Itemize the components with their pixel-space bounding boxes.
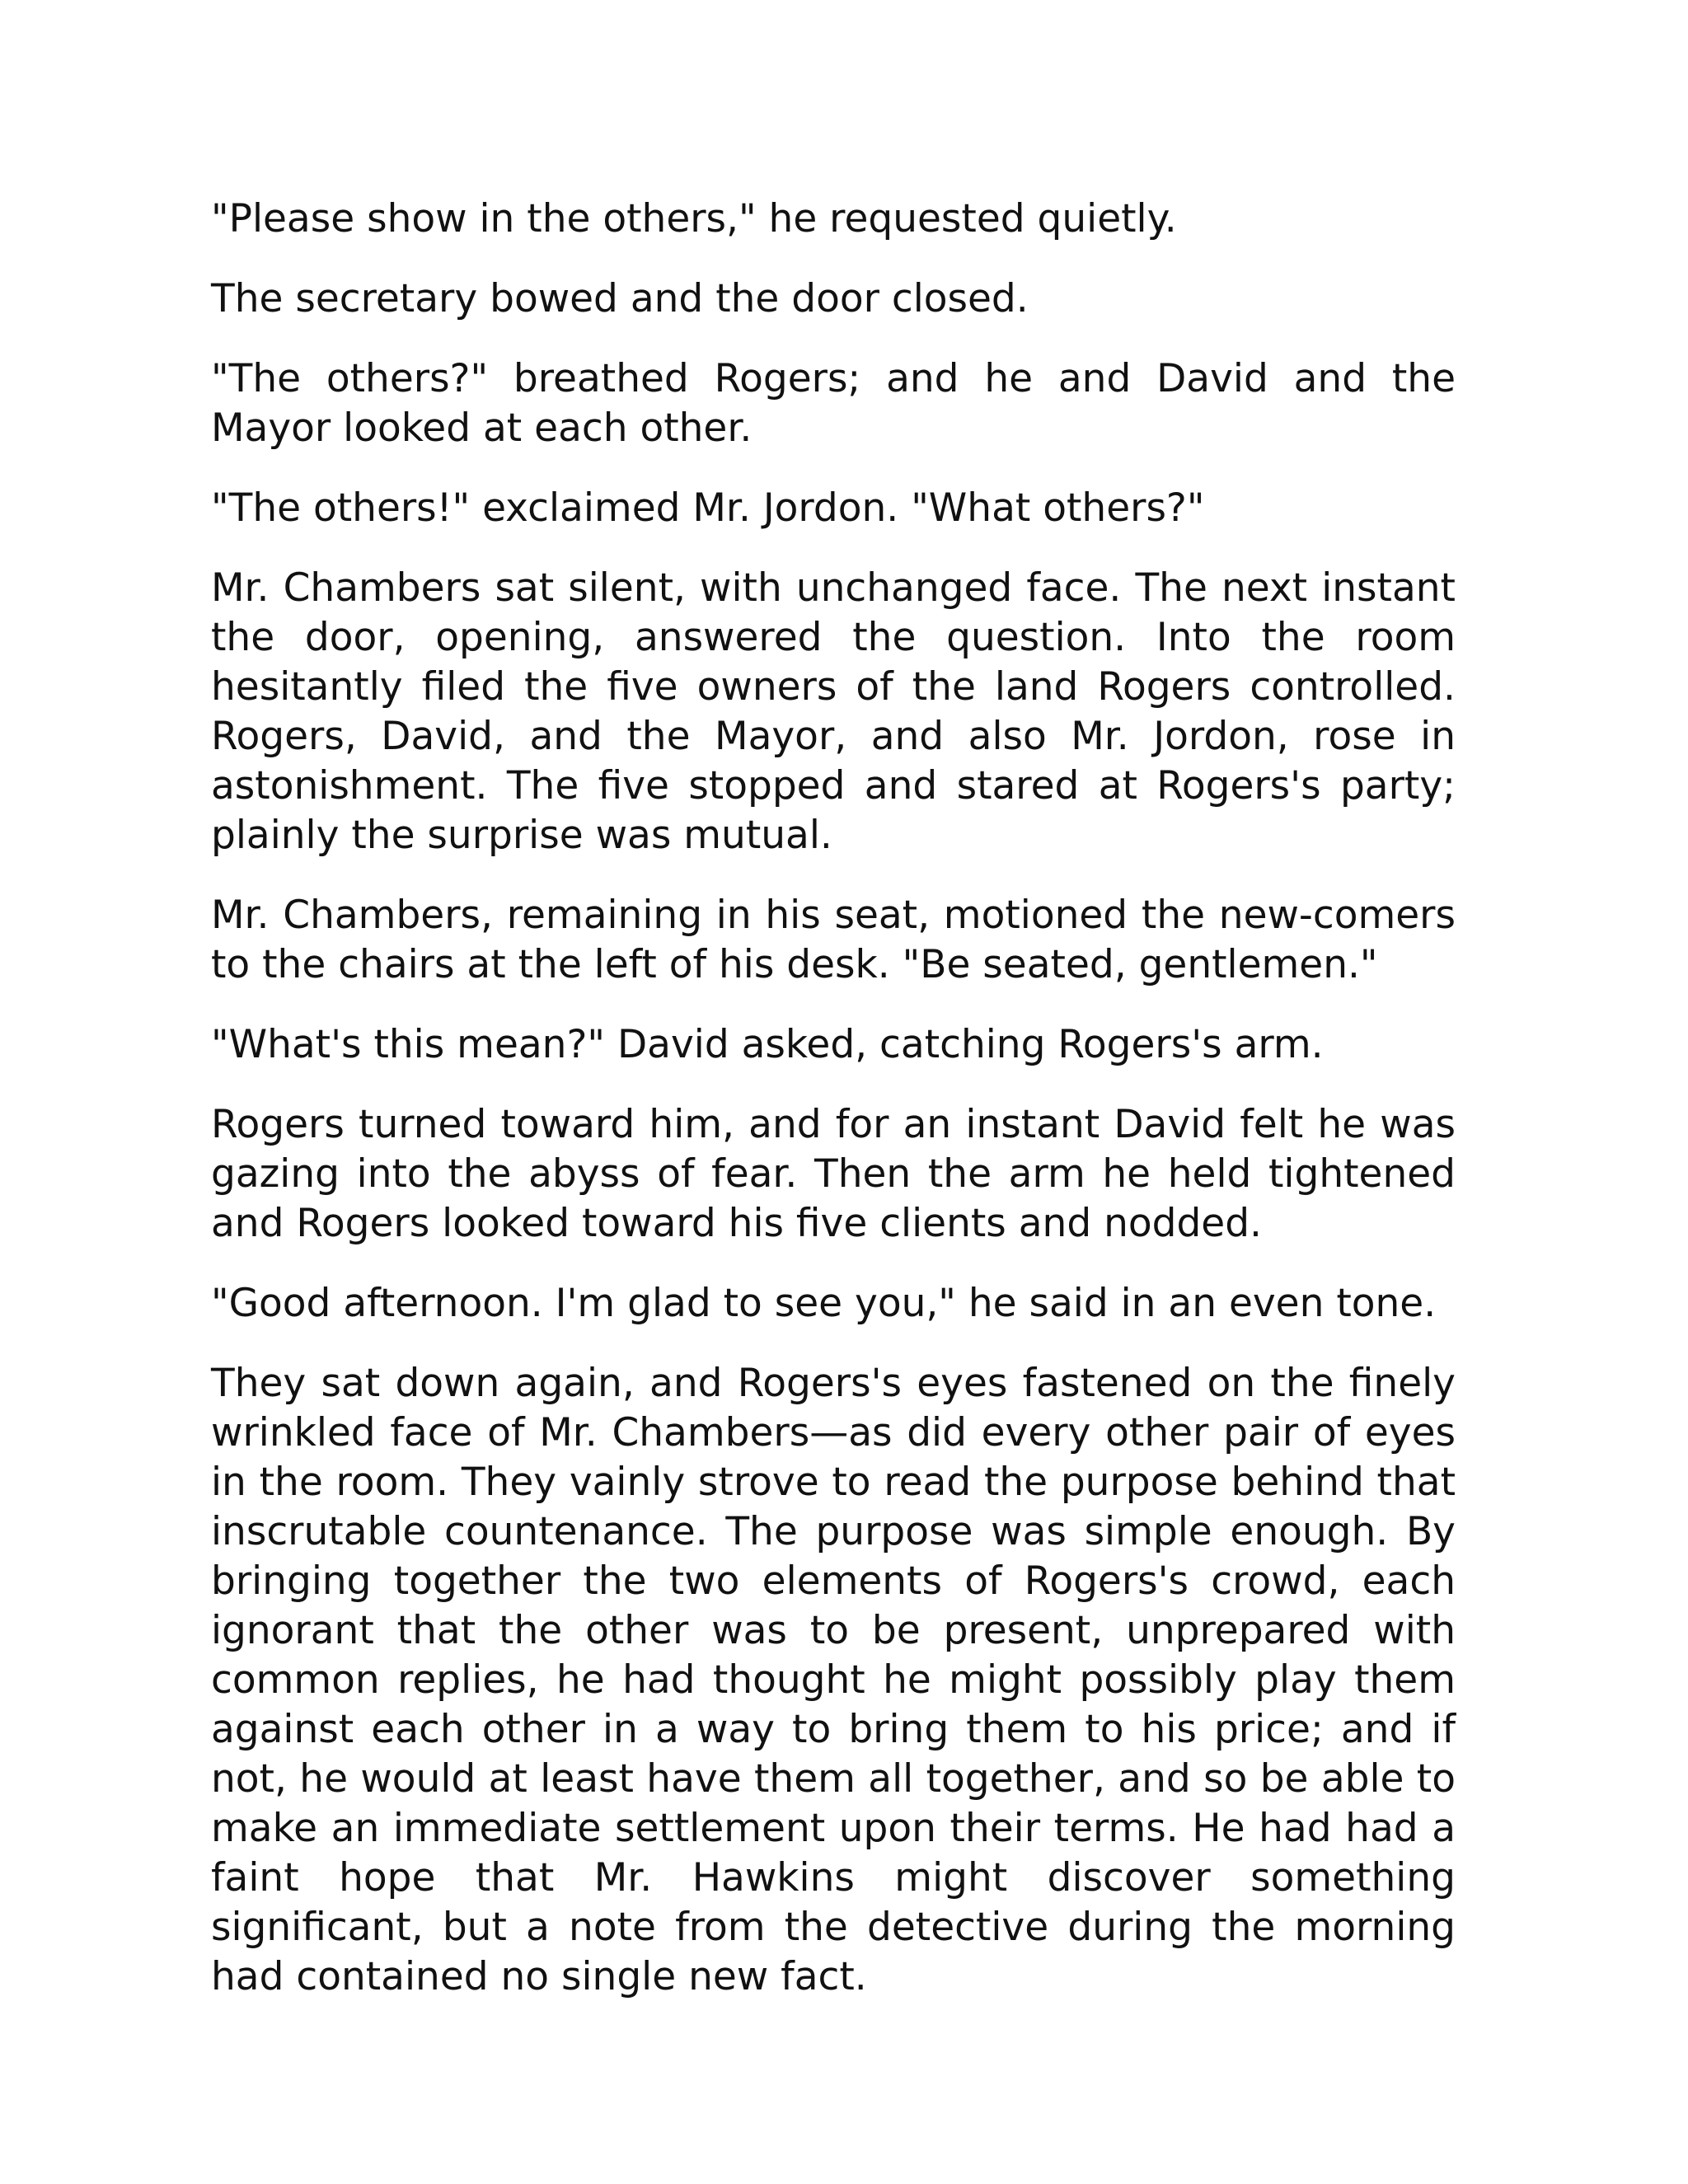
paragraph: Mr. Chambers, remaining in his seat, motioned the new-comers to the chairs at the left of his desk. "Be seated, gentlemen." — [211, 893, 1456, 987]
paragraph: "Please show in the others," he requested quietly. — [211, 196, 1177, 241]
paragraph: "Good afternoon. I'm glad to see you," he said in an even tone. — [211, 1281, 1437, 1326]
paragraph: The secretary bowed and the door closed. — [211, 276, 1029, 321]
paragraph: "The others?" breathed Rogers; and he and David and the Mayor looked at each other. — [211, 356, 1456, 451]
paragraph: They sat down again, and Rogers's eyes fastened on the finely wrinkled face of Mr. Chambers—as did every other pair of eyes in the room. They vainly strove to read the purpose behind that inscrutable countenance. The purpose was simple enough. By bringing together the two elements of Rogers's crowd, each ignorant that the other was to be present, unprepared with common replies, he had thought he might possibly play them against each other in a way to bring them to his price; and if not, he would at least have them all together, and so be able to make an immediate settlement upon their terms. He had had a faint hope that Mr. Hawkins might discover something significant, but a note from the detective during the morning had contained no single new fact. — [211, 1361, 1456, 1999]
paragraph: "What's this mean?" David asked, catching Rogers's arm. — [211, 1022, 1324, 1067]
paragraph: Rogers turned toward him, and for an instant David felt he was gazing into the abyss of fear. Then the arm he held tightened and Rogers looked toward his five clients and nodded. — [211, 1102, 1456, 1246]
paragraph: Mr. Chambers sat silent, with unchanged face. The next instant the door, opening, answered the question. Into the room hesitantly filed the five owners of the land Rogers controlled. Rogers, David, and the Mayor, and also Mr. Jordon, rose in astonishment. The five stopped and stared at Rogers's party; plainly the surprise was mutual. — [211, 565, 1456, 858]
document-page — [211, 194, 1456, 2032]
paragraph: "The others!" exclaimed Mr. Jordon. "What others?" — [211, 485, 1205, 531]
